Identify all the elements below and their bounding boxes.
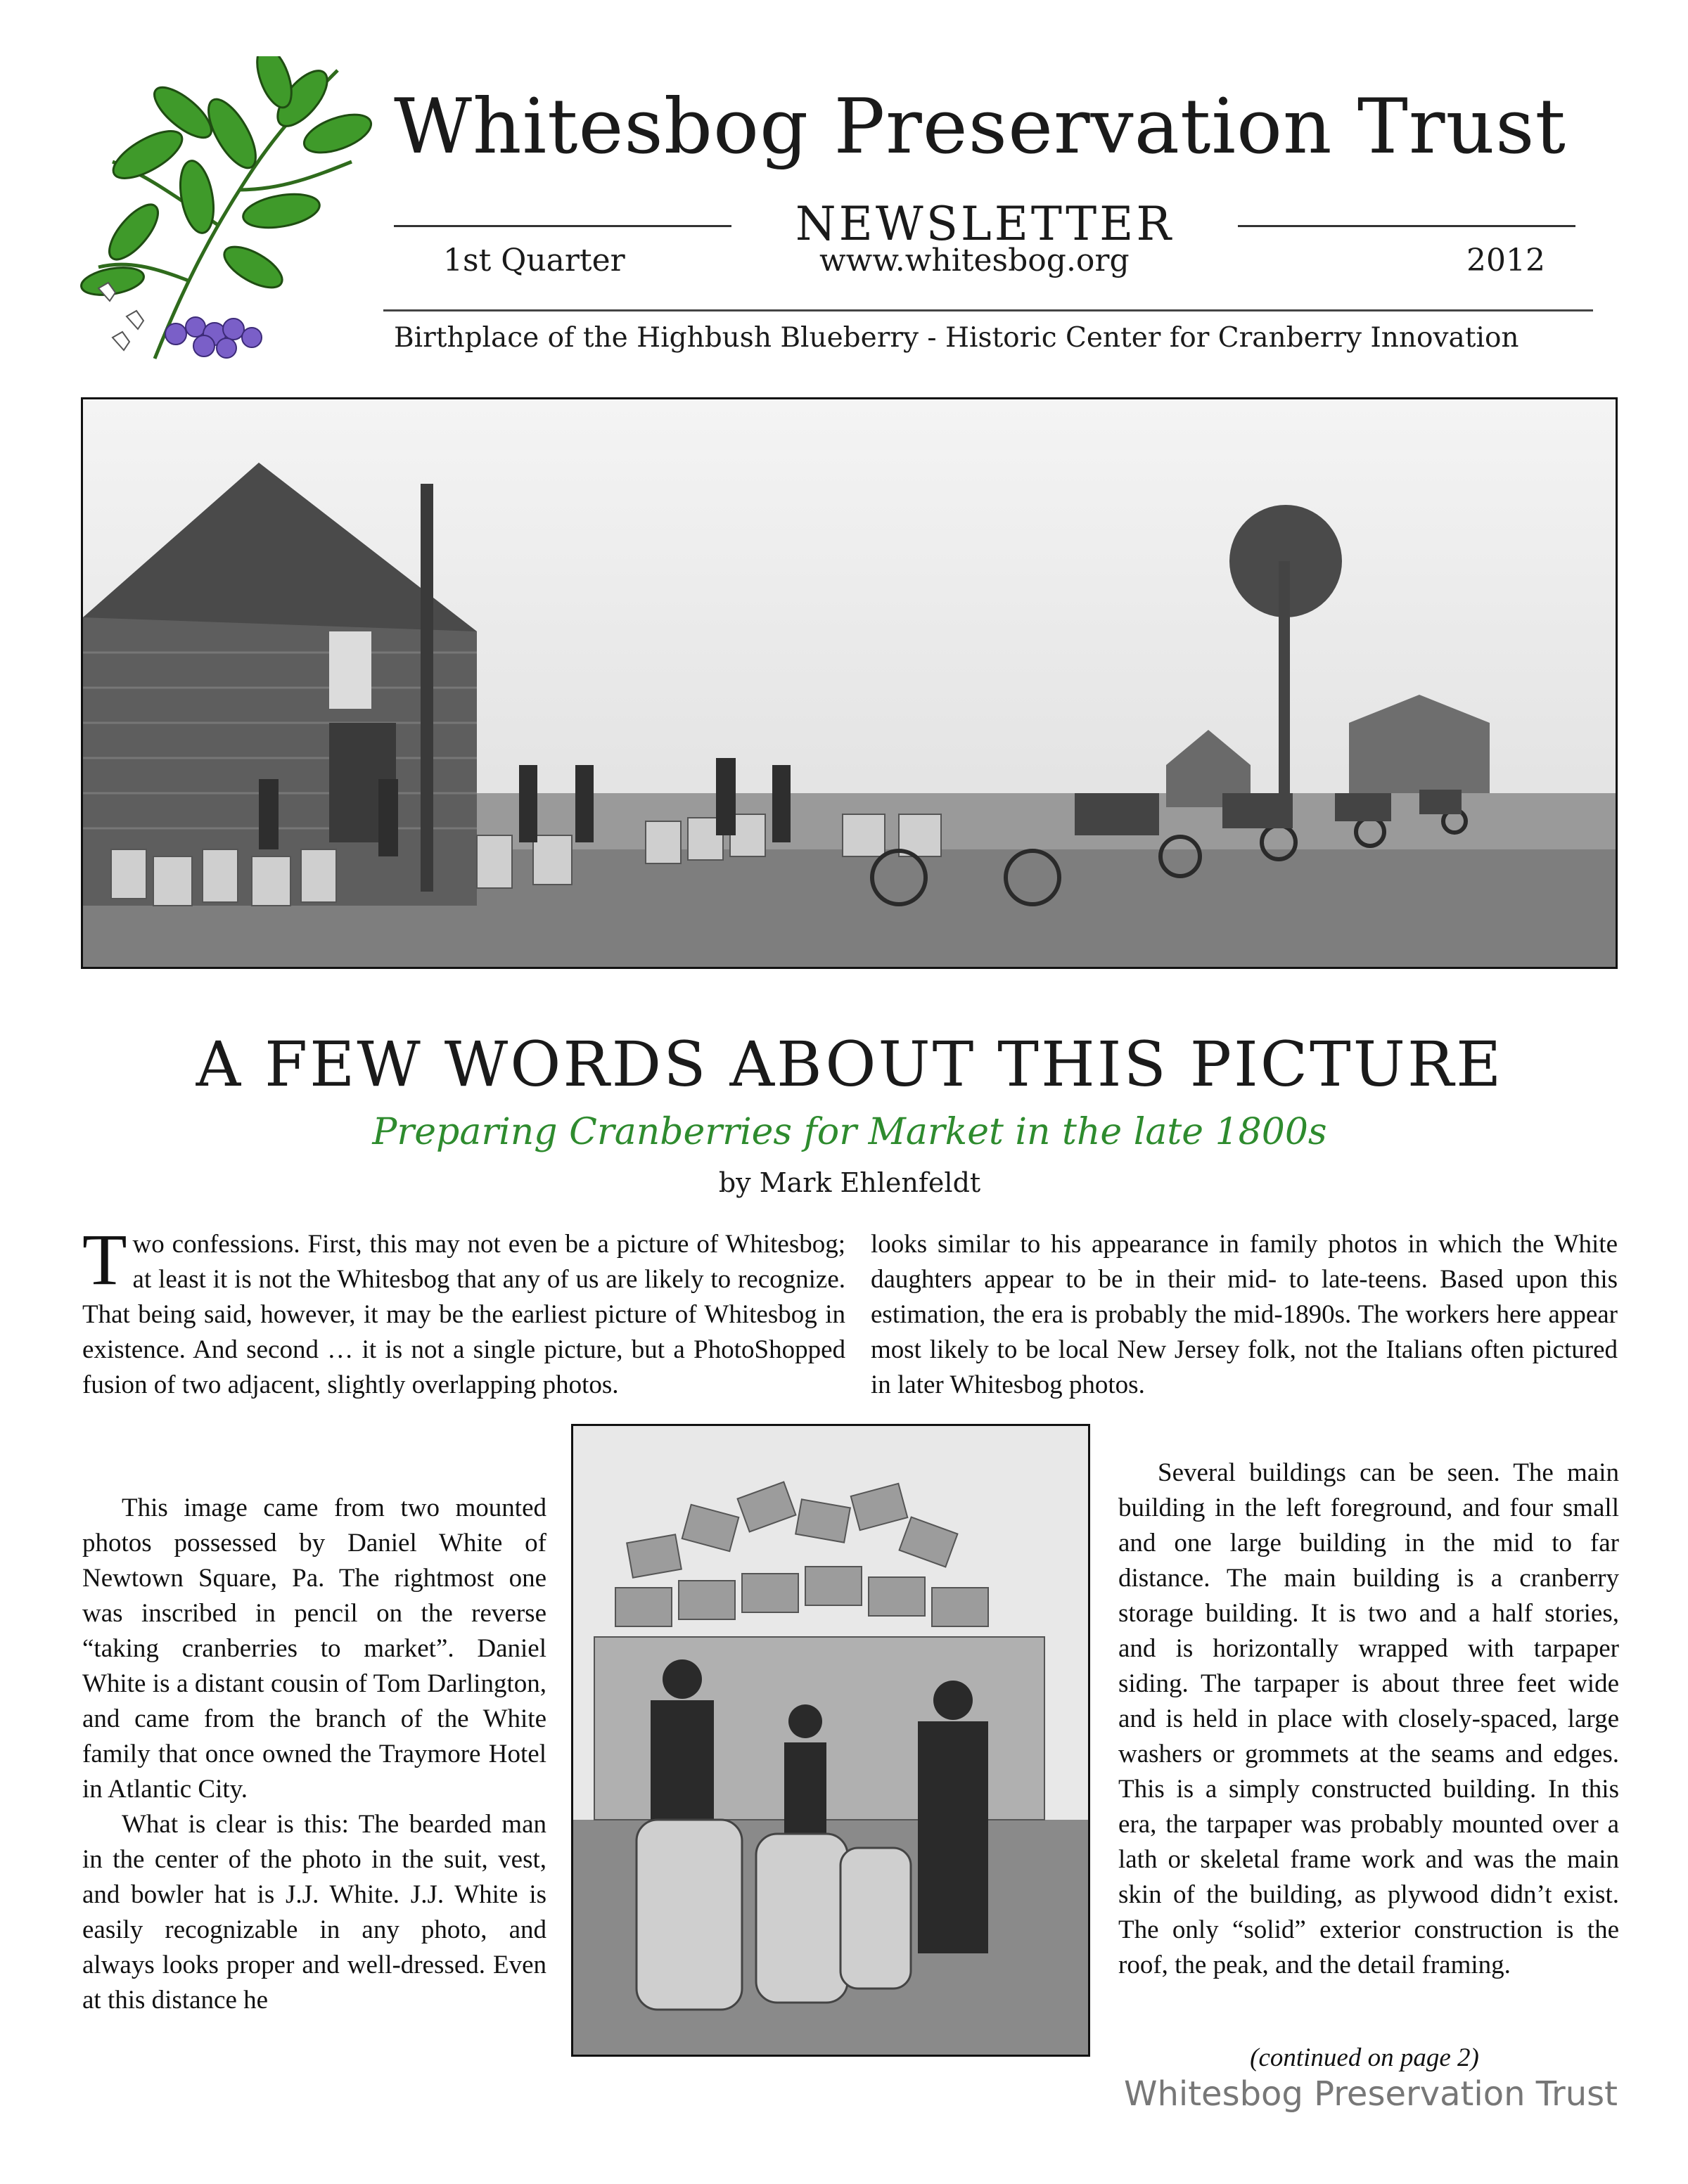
issue-year: 2012 <box>1466 243 1545 278</box>
divider <box>394 225 731 227</box>
hero-photo-illustration <box>83 399 1618 969</box>
masthead-rule <box>383 309 1593 311</box>
article-headline: A FEW WORDS ABOUT THIS PICTURE <box>196 1028 1504 1100</box>
paragraph-5: Several buildings can be seen. The main building in the left foreground, and four small and one large building in the mid to far distance. The main building is a cranberry storage building. It is two and a half stories, and is horizontally wrapped with tarpaper siding. The tarpaper is about three feet wide and is held in place with closely-spaced, large washers or grommets at the seams and edges. This is a simply constructed building. In this era, the tarpaper was probably mounted over a lath or skeletal frame work and was the main skin of the building, as plywood didn’t exist. The only “solid” exterior construction is the roof, the peak, and the detail framing. <box>1118 1458 1619 1979</box>
hero-photo <box>81 397 1618 969</box>
article-left-narrow <box>82 1491 546 2018</box>
paragraph-1: wo confessions. First, this may not even be a picture of Whitesbog; at least it is not the Whitesbog that any of us are likely to recognize. That being said, however, it may be the earliest picture of Whitesbog in existence. And second … it is not a single picture, but a PhotoShopped fusion of two adjacent, slightly overlapping photos. <box>82 1230 845 1399</box>
continued-note: (continued on page 2) <box>1250 2043 1479 2072</box>
paragraph-2: This image came from two mounted photos possessed by Daniel White of Newtown Square, Pa. The rightmost one was inscribed in pencil on the reverse “taking cranberries to market”. Daniel White is a distant cousin of Tom Darlington, and came from the branch of the White family that once owned the Traymore Hotel in Atlantic City. <box>82 1494 546 1804</box>
paragraph-4: looks similar to his appearance in family photos in which the White daughters appear to be in their mid- to late-teens. Based upon this estimation, the era is probably the mid-1890s. The workers here appear most likely to be local New Jersey folk, not the Italians often pictured in later Whitesbog photos. <box>871 1230 1618 1399</box>
inset-photo <box>571 1424 1090 2057</box>
issue-quarter: 1st Quarter <box>443 243 625 278</box>
article-right-narrow <box>1118 1456 1619 1983</box>
newsletter-label: NEWSLETTER <box>795 197 1175 251</box>
article-subhead: Preparing Cranberries for Market in the late 1800s <box>372 1111 1327 1153</box>
article-right-top <box>871 1227 1618 1434</box>
divider <box>1238 225 1575 227</box>
article-byline: by Mark Ehlenfeldt <box>718 1167 981 1198</box>
footer-label: Whitesbog Preservation Trust <box>1124 2074 1618 2114</box>
masthead-title: Whitesbog Preservation Trust <box>394 83 1566 171</box>
blueberry-branch-logo <box>70 56 373 366</box>
drop-cap: T <box>82 1219 127 1300</box>
tagline: Birthplace of the Highbush Blueberry - Historic Center for Cranberry Innovation <box>394 322 1519 354</box>
inset-photo-illustration <box>573 1426 1090 2057</box>
paragraph-3: What is clear is this: The bearded man in the center of the photo in the suit, vest, and bowler hat is J.J. White. J.J. White is easily recognizable in any photo, and always looks proper and well-dressed. Even at this distance he <box>82 1810 546 2015</box>
article-top-left <box>82 1219 845 1403</box>
website-link[interactable]: www.whitesbog.org <box>819 243 1130 278</box>
